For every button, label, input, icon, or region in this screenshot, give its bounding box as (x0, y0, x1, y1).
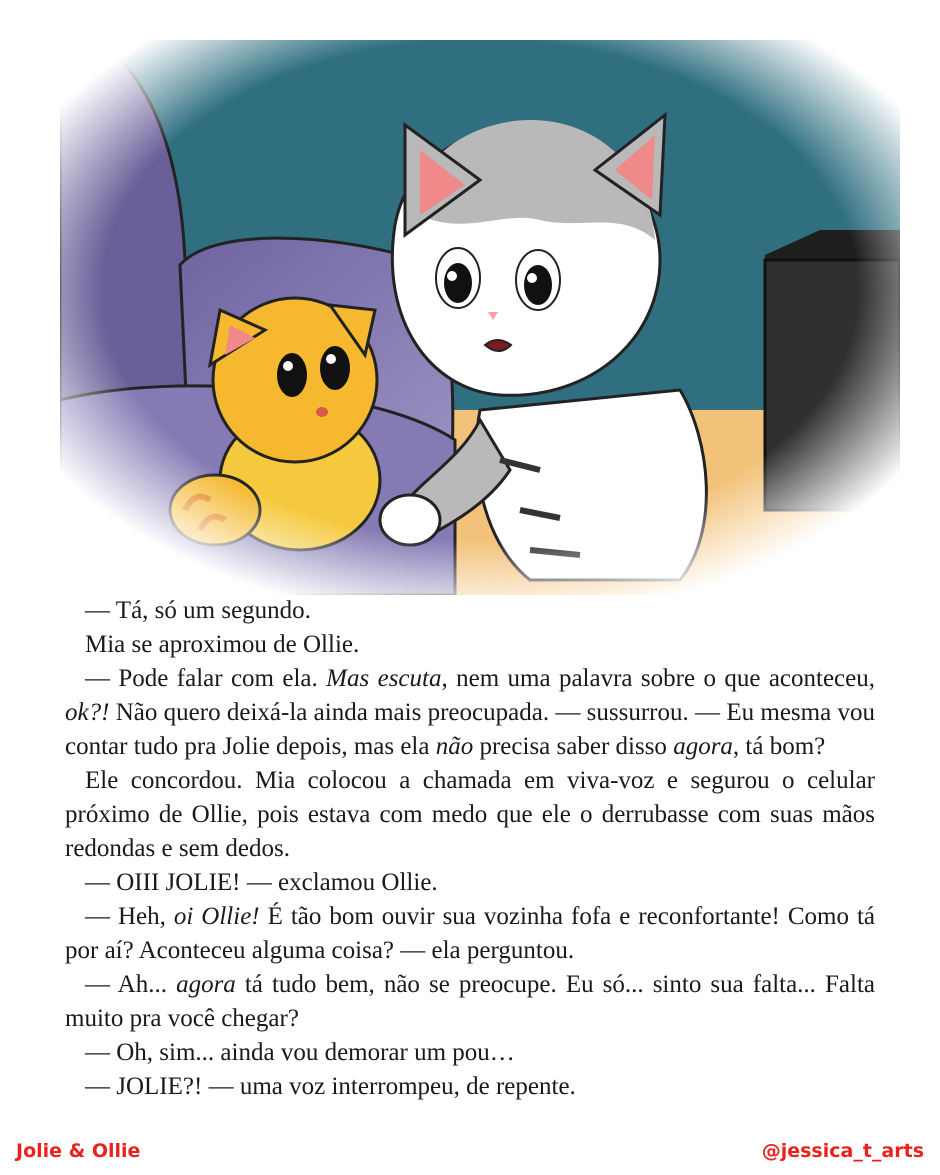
emphasis: ok?! (65, 699, 110, 726)
emphasis: oi Ollie! (173, 903, 260, 930)
paragraph: — JOLIE?! — uma voz interrompeu, de repente. (85, 1073, 576, 1100)
text-span: tá tudo bem, não se preocupe. Eu só... sinto sua falta... Falta muito pra você chegar? (65, 971, 875, 1032)
story-text (65, 594, 875, 1104)
text-span: precisa saber disso (473, 733, 674, 760)
emphasis: agora (176, 971, 236, 998)
paragraph: — Oh, sim... ainda vou demorar um pou… (85, 1039, 515, 1066)
illustration (60, 40, 900, 595)
book-title: Jolie & Ollie (16, 1140, 141, 1162)
emphasis: não (435, 733, 474, 760)
artist-handle: @jessica_t_arts (761, 1140, 924, 1162)
emphasis: Mas escuta (326, 665, 442, 692)
emphasis: agora (673, 733, 733, 760)
text-span: , nem uma palavra sobre o que aconteceu, (441, 665, 875, 692)
paragraph (65, 662, 875, 764)
text-span: É tão bom ouvir sua vozinha fofa e reconfortante! Como tá por aí? Aconteceu alguma coisa? — ela perguntou. (65, 903, 876, 964)
text-span: , tá bom? (732, 733, 826, 760)
paragraph (65, 968, 875, 1036)
paragraph: — Tá, só um segundo. (85, 597, 311, 624)
paragraph: — OIII JOLIE! — exclamou Ollie. (85, 869, 438, 896)
text-span: Não quero deixá-la ainda mais preocupada. — sussurrou. — Eu mesma vou contar tudo pra Jolie depois, mas ela (65, 699, 875, 760)
paragraph: Mia se aproximou de Ollie. (85, 631, 360, 658)
text-span: — Heh, (85, 903, 174, 930)
paragraph: Ele concordou. Mia colocou a chamada em viva-voz e segurou o celular próximo de Ollie, pois estava com medo que ele o derrubasse com suas mãos redondas e sem dedos. (65, 767, 875, 862)
text-span: — Ah... (85, 971, 177, 998)
paragraph (65, 900, 875, 968)
text-span: — Pode falar com ela. (85, 665, 327, 692)
